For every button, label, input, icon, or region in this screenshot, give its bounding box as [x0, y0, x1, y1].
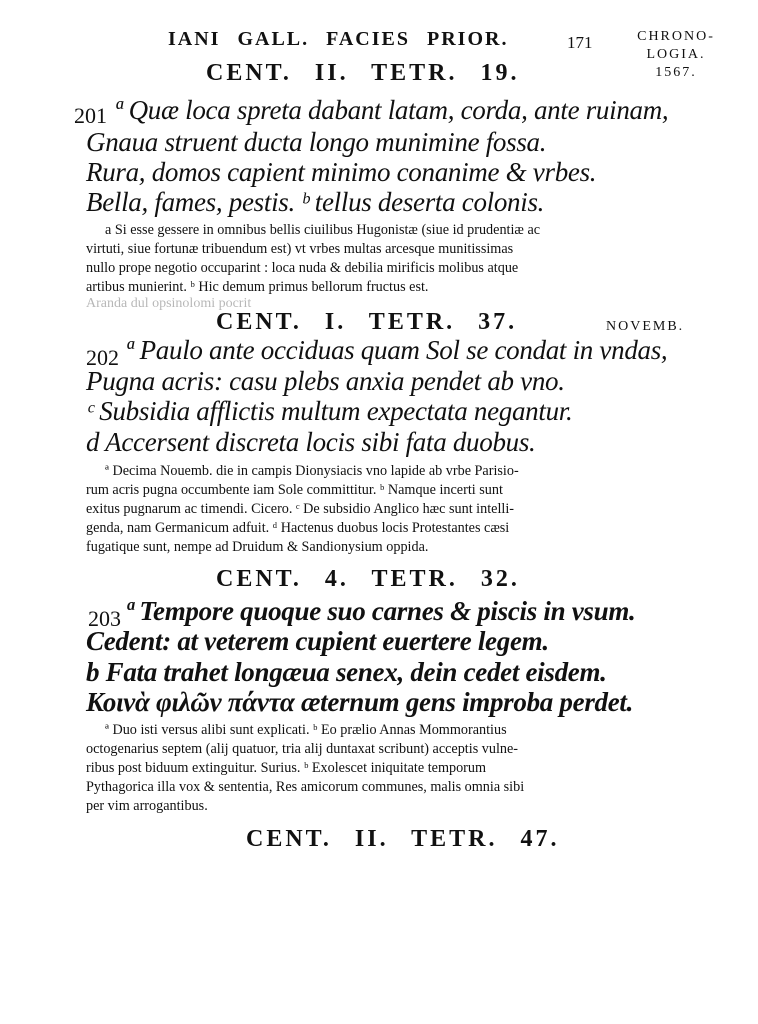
commentary-line: Pythagorica illa vox & sententia, Res amicorum communes, malis omnia sibi	[86, 779, 525, 795]
commentary-line: genda, nam Germanicum adfuit. ᵈ Hactenus duobus locis Protestantes cæsi	[86, 520, 510, 536]
verse-line: Κοινὰ φιλῶν πάντα æternum gens improba perdet.	[86, 687, 634, 717]
catchword: CENT. II. TETR. 47.	[246, 826, 560, 852]
verse-line: ª Paulo ante occiduas quam Sol se condat in vndas,	[126, 335, 668, 365]
quatrain-number: 201	[74, 103, 107, 128]
commentary-line: octogenarius septem (alij quatuor, tria alij duntaxat scribunt) acceptis vulne-	[86, 741, 519, 757]
section-heading: CENT. II. TETR. 19.	[206, 60, 520, 86]
commentary-line: virtuti, siue fortunæ tribuendum est) vt vrbes multas arcesque munitissimas	[86, 241, 514, 257]
commentary-line: rum acris pugna occumbente iam Sole committitur. ᵇ Namque incerti sunt	[86, 482, 503, 498]
section-heading: CENT. 4. TETR. 32.	[216, 566, 520, 592]
verse-line: b Fata trahet longæua senex, dein cedet eisdem.	[86, 657, 607, 687]
commentary-line: ª Decima Nouemb. die in campis Dionysiacis vno lapide ab vrbe Parisio-	[105, 463, 519, 479]
commentary-line: a Si esse gessere in omnibus bellis ciuilibus Hugonistæ (siue id prudentiæ ac	[105, 222, 541, 238]
commentary-line: ribus post biduum extinguitur. Surius. ᵇ Exolescet iniquitate temporum	[86, 760, 487, 776]
commentary-line: artibus munierint. ᵇ Hic demum primus bellorum fructus est.	[86, 279, 429, 295]
verse-line: Rura, domos capient minimo conanime & vrbes.	[86, 157, 597, 187]
margin-chronologia-line-1: CHRONO-	[637, 29, 715, 44]
commentary-line: nullo prope negotio occuparint : loca nuda & debilia mirificis molibus atque	[86, 260, 519, 276]
verse-line: d Accersent discreta locis sibi fata duobus.	[86, 427, 536, 457]
page-number: 171	[567, 33, 593, 52]
margin-year: 1567.	[655, 65, 697, 80]
verse-line: Pugna acris: casu plebs anxia pendet ab vno.	[86, 366, 565, 396]
verse-line: Cedent: at veterem cupient euertere legem.	[86, 626, 549, 656]
commentary-line: fugatique sunt, nempe ad Druidum & Sandionysium oppida.	[86, 539, 429, 555]
quatrain-number: 202	[86, 345, 119, 370]
quatrain-number: 203	[88, 606, 121, 631]
show-through-text: Aranda dul opsinolomi pocrit	[86, 296, 252, 311]
margin-chronologia	[601, 28, 751, 82]
commentary-line: exitus pugnarum ac timendi. Cicero. ᶜ De subsidio Anglico hæc sunt intelli-	[86, 501, 515, 517]
running-title: IANI GALL. FACIES PRIOR.	[168, 28, 509, 50]
verse-line: ª Tempore quoque suo carnes & piscis in vsum.	[126, 596, 636, 626]
verse-line: Bella, fames, pestis. ᵇ tellus deserta colonis.	[86, 187, 545, 217]
verse-line: ᶜ Subsidia afflictis multum expectata negantur.	[86, 396, 573, 426]
commentary-line: per vim arrogantibus.	[86, 798, 208, 814]
margin-note: NOVEMB.	[606, 319, 685, 334]
commentary-line: ª Duo isti versus alibi sunt explicati. ᵇ Eo prælio Annas Mommorantius	[105, 722, 507, 738]
verse-line: ª Quæ loca spreta dabant latam, corda, ante ruinam,	[115, 95, 669, 125]
margin-chronologia-line-2: LOGIA.	[646, 47, 706, 62]
verse-line: Gnaua struent ducta longo munimine fossa.	[86, 127, 547, 157]
section-heading: CENT. I. TETR. 37.	[216, 309, 518, 335]
